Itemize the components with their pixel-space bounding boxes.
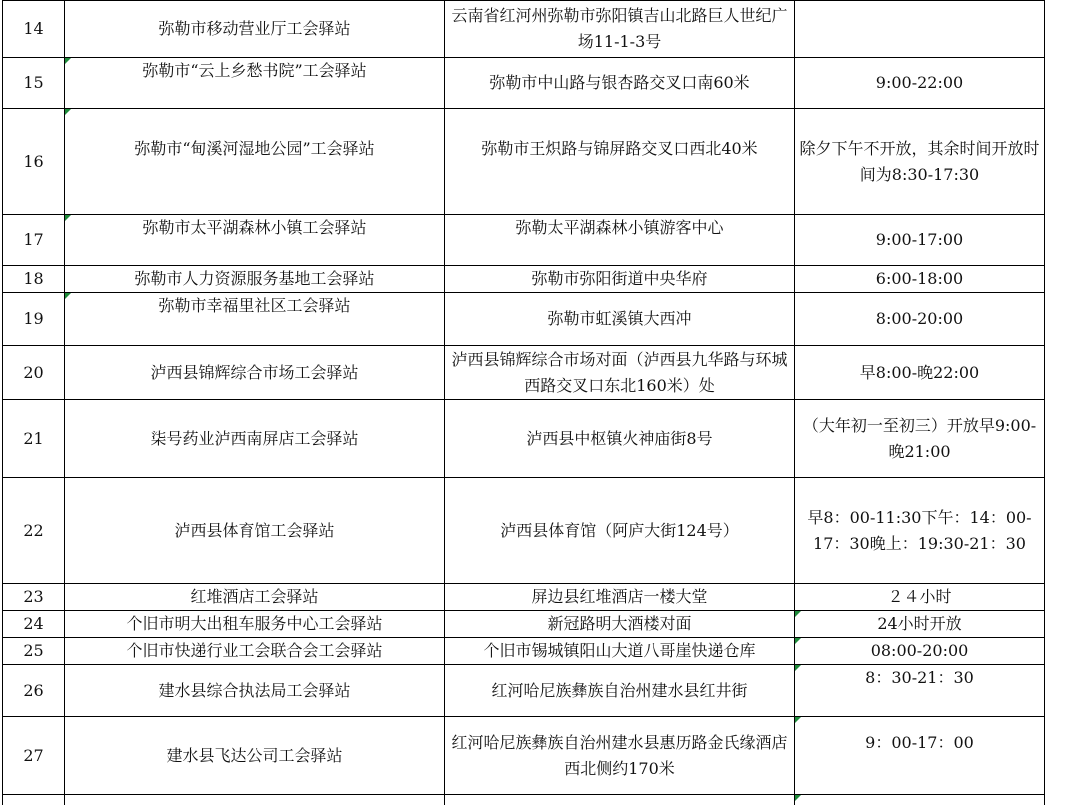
cell-address[interactable]: 泸西县中枢镇火神庙街8号 [445, 400, 795, 478]
cell-station-name[interactable]: 泸西县体育馆工会驿站 [65, 478, 445, 584]
cell-hours[interactable]: 6:00-18:00 [795, 266, 1045, 293]
cell-no[interactable]: 18 [3, 266, 65, 293]
table-row [3, 611, 1045, 638]
cell-station-name[interactable]: 弥勒市移动营业厅工会驿站 [65, 1, 445, 58]
cell-address[interactable]: 红河哈尼族彝族自治州建水县红井街 [445, 665, 795, 717]
table-row [3, 1, 1045, 58]
cell-address[interactable]: 屏边县红堆酒店一楼大堂 [445, 584, 795, 611]
cell-hours[interactable]: 8:00-20:00 [795, 293, 1045, 346]
cell-hours[interactable]: 9：00-17：00 [795, 717, 1045, 795]
table-row-partial [3, 795, 1045, 805]
cell-station-name[interactable]: 弥勒市“云上乡愁书院”工会驿站 [65, 58, 445, 109]
cell-hours[interactable]: 9:00-17:00 [795, 215, 1045, 266]
table-row [3, 665, 1045, 717]
cell-address[interactable]: 弥勒市王炽路与锦屏路交叉口西北40米 [445, 109, 795, 215]
cell-no[interactable]: 26 [3, 665, 65, 717]
table-row [3, 478, 1045, 584]
cell-station-name[interactable]: 建水县飞达公司工会驿站 [65, 717, 445, 795]
cell-station-name[interactable] [65, 795, 445, 805]
cell-address[interactable]: 红河哈尼族彝族自治州建水县惠历路金氏缘酒店西北侧约170米 [445, 717, 795, 795]
cell-station-name[interactable]: 弥勒市太平湖森林小镇工会驿站 [65, 215, 445, 266]
cell-hours[interactable]: 9:00-22:00 [795, 58, 1045, 109]
table-row [3, 638, 1045, 665]
cell-hours[interactable]: 24小时开放 [795, 611, 1045, 638]
cell-address[interactable]: 弥勒市中山路与银杏路交叉口南60米 [445, 58, 795, 109]
table-row [3, 584, 1045, 611]
cell-no[interactable]: 24 [3, 611, 65, 638]
cell-no[interactable]: 14 [3, 1, 65, 58]
cell-no[interactable]: 22 [3, 478, 65, 584]
cell-no[interactable]: 20 [3, 346, 65, 400]
cell-no[interactable]: 27 [3, 717, 65, 795]
cell-hours[interactable] [795, 795, 1045, 805]
table-row [3, 400, 1045, 478]
table-row [3, 58, 1045, 109]
table-row [3, 346, 1045, 400]
cell-station-name[interactable]: 红堆酒店工会驿站 [65, 584, 445, 611]
cell-no[interactable]: 25 [3, 638, 65, 665]
cell-address[interactable]: 弥勒太平湖森林小镇游客中心 [445, 215, 795, 266]
cell-hours[interactable]: 08:00-20:00 [795, 638, 1045, 665]
cell-station-name[interactable]: 个旧市明大出租车服务中心工会驿站 [65, 611, 445, 638]
stations-table [2, 0, 1045, 805]
cell-address[interactable]: 个旧市锡城镇阳山大道八哥崖快递仓库 [445, 638, 795, 665]
cell-station-name[interactable]: 泸西县锦辉综合市场工会驿站 [65, 346, 445, 400]
cell-address[interactable]: 云南省红河州弥勒市弥阳镇吉山北路巨人世纪广场11-1-3号 [445, 1, 795, 58]
cell-station-name[interactable]: 个旧市快递行业工会联合会工会驿站 [65, 638, 445, 665]
cell-hours[interactable]: 除夕下午不开放，其余时间开放时间为8:30-17:30 [795, 109, 1045, 215]
cell-station-name[interactable]: 弥勒市“甸溪河湿地公园”工会驿站 [65, 109, 445, 215]
cell-no[interactable]: 16 [3, 109, 65, 215]
table-row [3, 109, 1045, 215]
cell-address[interactable] [445, 795, 795, 805]
cell-station-name[interactable]: 柒号药业泸西南屏店工会驿站 [65, 400, 445, 478]
cell-no[interactable]: 17 [3, 215, 65, 266]
cell-station-name[interactable]: 建水县综合执法局工会驿站 [65, 665, 445, 717]
cell-address[interactable]: 新冠路明大酒楼对面 [445, 611, 795, 638]
cell-station-name[interactable]: 弥勒市人力资源服务基地工会驿站 [65, 266, 445, 293]
cell-address[interactable]: 弥勒市弥阳街道中央华府 [445, 266, 795, 293]
cell-no[interactable]: 19 [3, 293, 65, 346]
table-row [3, 215, 1045, 266]
cell-no[interactable]: 23 [3, 584, 65, 611]
cell-no[interactable] [3, 795, 65, 805]
cell-hours[interactable]: 早8:00-晚22:00 [795, 346, 1045, 400]
table-row [3, 293, 1045, 346]
cell-address[interactable]: 泸西县体育馆（阿庐大街124号） [445, 478, 795, 584]
cell-hours[interactable]: ２４小时 [795, 584, 1045, 611]
table-row [3, 717, 1045, 795]
cell-address[interactable]: 泸西县锦辉综合市场对面（泸西县九华路与环城西路交叉口东北160米）处 [445, 346, 795, 400]
table-row [3, 266, 1045, 293]
cell-no[interactable]: 21 [3, 400, 65, 478]
cell-hours[interactable] [795, 1, 1045, 58]
cell-address[interactable]: 弥勒市虹溪镇大西冲 [445, 293, 795, 346]
cell-hours[interactable]: 8：30-21：30 [795, 665, 1045, 717]
cell-hours[interactable]: （大年初一至初三）开放早9:00-晚21:00 [795, 400, 1045, 478]
cell-station-name[interactable]: 弥勒市幸福里社区工会驿站 [65, 293, 445, 346]
cell-no[interactable]: 15 [3, 58, 65, 109]
cell-hours[interactable]: 早8：00-11:30下午：14：00-17：30晚上：19:30-21：30 [795, 478, 1045, 584]
